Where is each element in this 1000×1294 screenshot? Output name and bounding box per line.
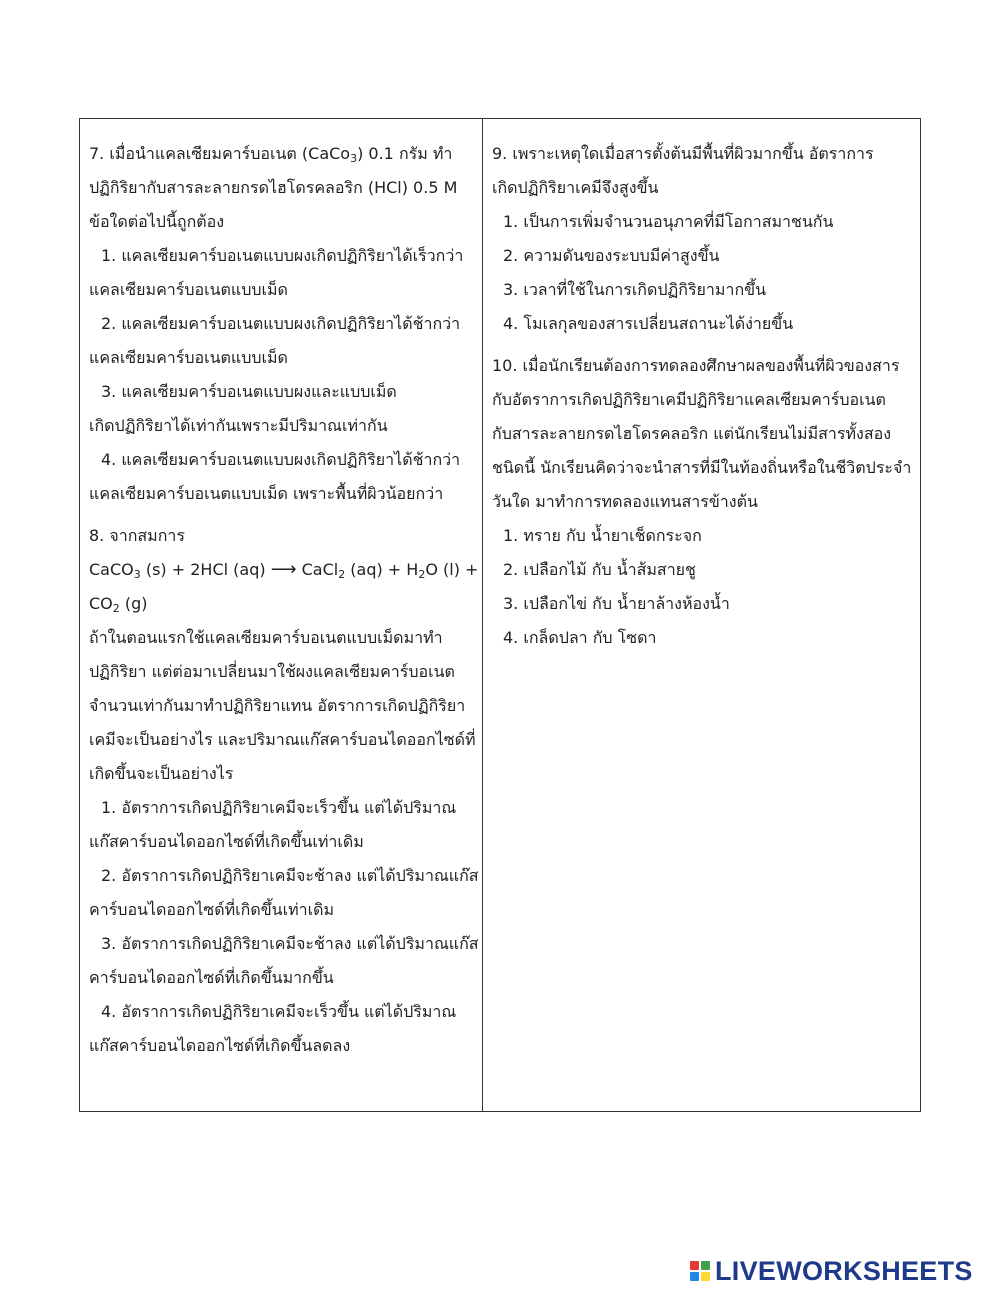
question-8-option-1[interactable]: 1. อัตราการเกิดปฏิกิริยาเคมีจะเร็วขึ้น แต่ได้ปริมาณ: [101, 798, 457, 817]
question-10-text: กับอัตราการเกิดปฏิกิริยาเคมีปฏิกิริยาแคลเซียมคาร์บอเนต: [492, 390, 886, 409]
right-column: [483, 119, 920, 1111]
question-7-text: ข้อใดต่อไปนี้ถูกต้อง: [89, 212, 225, 231]
question-10-text: ชนิดนี้ นักเรียนคิดว่าจะนำสารที่มีในท้องถิ่นหรือในชีวิตประจำ: [492, 458, 912, 477]
question-10-text: 10. เมื่อนักเรียนต้องการทดลองศึกษาผลของพื้นที่ผิวของสาร: [492, 356, 900, 375]
question-8-option-1-cont: แก๊สคาร์บอนไดออกไซด์ที่เกิดขึ้นเท่าเดิม: [89, 832, 364, 851]
question-8-option-3[interactable]: 3. อัตราการเกิดปฏิกิริยาเคมีจะช้าลง แต่ได้ปริมาณแก๊ส: [101, 934, 479, 953]
question-8-text: จำนวนเท่ากันมาทำปฏิกิริยาแทน อัตราการเกิดปฏิกิริยา: [89, 696, 466, 715]
question-7-text: 7. เมื่อนำแคลเซียมคาร์บอเนต (CaCo$_3$) 0.1 กรัม ทำ: [89, 144, 453, 165]
logo-text: LIVEWORKSHEETS: [715, 1255, 973, 1286]
question-10-option-3[interactable]: 3. เปลือกไข่ กับ น้ำยาล้างห้องน้ำ: [503, 594, 730, 613]
question-10-option-1[interactable]: 1. ทราย กับ น้ำยาเช็ดกระจก: [503, 526, 702, 545]
logo-squares-icon: [690, 1261, 710, 1281]
question-8-text: เคมีจะเป็นอย่างไร และปริมาณแก๊สคาร์บอนไดออกไซด์ที่: [89, 730, 476, 749]
question-8-text: ถ้าในตอนแรกใช้แคลเซียมคาร์บอเนตแบบเม็ดมาทำ: [89, 628, 443, 647]
question-10-text: วันใด มาทำการทดลองแทนสารข้างต้น: [492, 492, 758, 511]
question-8-text: ปฏิกิริยา แต่ต่อมาเปลี่ยนมาใช้ผงแคลเซียมคาร์บอเนต: [89, 662, 455, 681]
question-7-option-4-cont: แคลเซียมคาร์บอเนตแบบเม็ด เพราะพื้นที่ผิวน้อยกว่า: [89, 484, 444, 503]
left-column: [80, 119, 483, 1111]
question-8-option-3-cont: คาร์บอนไดออกไซด์ที่เกิดขึ้นมากขึ้น: [89, 968, 334, 987]
question-7-option-1[interactable]: 1. แคลเซียมคาร์บอเนตแบบผงเกิดปฏิกิริยาได้เร็วกว่า: [101, 246, 464, 265]
question-7-option-3-cont: เกิดปฏิกิริยาได้เท่ากันเพราะมีปริมาณเท่ากัน: [89, 416, 388, 435]
chemical-equation: CaCO$_3$ (s) + 2HCl (aq) ⟶ CaCl$_2$ $(aq) + H_2O$ (l) +: [89, 559, 479, 581]
logo-square: [701, 1261, 710, 1270]
question-7-option-3[interactable]: 3. แคลเซียมคาร์บอเนตแบบผงและแบบเม็ด: [101, 382, 397, 401]
arrow-icon: ⟶: [270, 559, 297, 580]
question-7-option-2[interactable]: 2. แคลเซียมคาร์บอเนตแบบผงเกิดปฏิกิริยาได้ช้ากว่า: [101, 314, 461, 333]
question-10-text: กับสารละลายกรดไฮโดรคลอริก แต่นักเรียนไม่มีสารทั้งสอง: [492, 424, 892, 443]
question-7-option-4[interactable]: 4. แคลเซียมคาร์บอเนตแบบผงเกิดปฏิกิริยาได้ช้ากว่า: [101, 450, 461, 469]
question-8-option-4[interactable]: 4. อัตราการเกิดปฏิกิริยาเคมีจะเร็วขึ้น แต่ได้ปริมาณ: [101, 1002, 457, 1021]
question-9-option-4[interactable]: 4. โมเลกุลของสารเปลี่ยนสถานะได้ง่ายขึ้น: [503, 314, 794, 333]
question-8: [89, 519, 478, 1063]
question-10-option-2[interactable]: 2. เปลือกไม้ กับ น้ำส้มสายชู: [503, 560, 696, 579]
question-9-option-1[interactable]: 1. เป็นการเพิ่มจำนวนอนุภาคที่มีโอกาสมาชนกัน: [503, 212, 834, 231]
question-8-option-4-cont: แก๊สคาร์บอนไดออกไซด์ที่เกิดขึ้นลดลง: [89, 1036, 351, 1055]
question-8-text: เกิดขึ้นจะเป็นอย่างไร: [89, 764, 234, 783]
question-9-option-2[interactable]: 2. ความดันของระบบมีค่าสูงขึ้น: [503, 246, 720, 265]
question-10-option-4[interactable]: 4. เกล็ดปลา กับ โซดา: [503, 628, 657, 647]
question-10: [492, 349, 914, 655]
question-7-option-1-cont: แคลเซียมคาร์บอเนตแบบเม็ด: [89, 280, 288, 299]
question-8-option-2-cont: คาร์บอนไดออกไซด์ที่เกิดขึ้นเท่าเดิม: [89, 900, 334, 919]
liveworksheets-logo[interactable]: [690, 1254, 973, 1288]
logo-square: [701, 1272, 710, 1281]
question-7-text: ปฏิกิริยากับสารละลายกรดไฮโดรคลอริก (HCl) 0.5 M: [89, 178, 458, 197]
question-9-text: เกิดปฏิกิริยาเคมีจึงสูงขึ้น: [492, 178, 659, 197]
question-7: [89, 137, 478, 511]
logo-square: [690, 1261, 699, 1270]
question-9: [492, 137, 914, 341]
question-8-option-2[interactable]: 2. อัตราการเกิดปฏิกิริยาเคมีจะช้าลง แต่ได้ปริมาณแก๊ส: [101, 866, 479, 885]
question-8-title: 8. จากสมการ: [89, 526, 185, 545]
question-9-text: 9. เพราะเหตุใดเมื่อสารตั้งต้นมีพื้นที่ผิวมากขึ้น อัตราการ: [492, 144, 874, 163]
chemical-equation-cont: $CO_2$ (g): [89, 594, 148, 615]
logo-square: [690, 1272, 699, 1281]
worksheet-table: [79, 118, 921, 1112]
question-9-option-3[interactable]: 3. เวลาที่ใช้ในการเกิดปฏิกิริยามากขึ้น: [503, 280, 767, 299]
question-7-option-2-cont: แคลเซียมคาร์บอเนตแบบเม็ด: [89, 348, 288, 367]
